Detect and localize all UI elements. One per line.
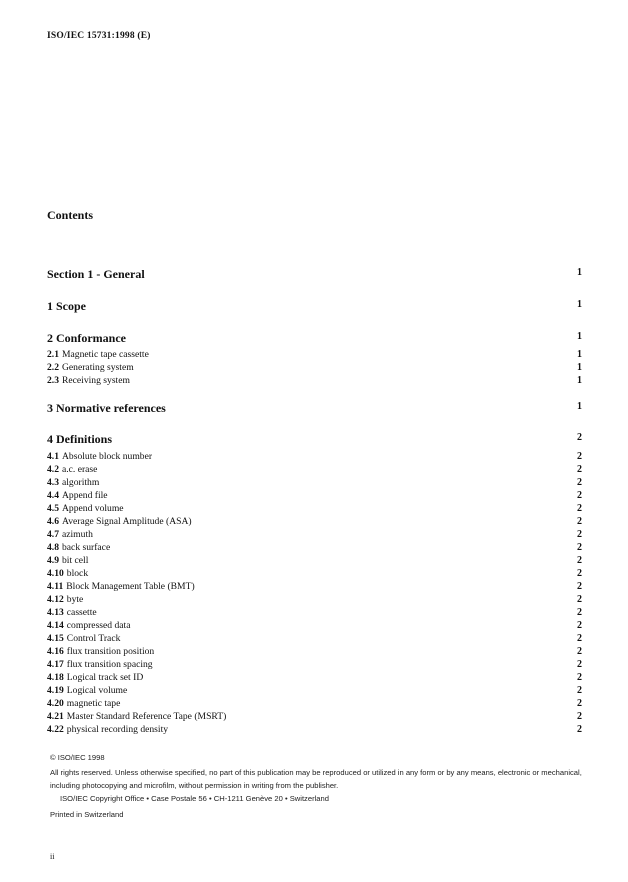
- toc-entry-title: Section 1 - General: [47, 267, 145, 281]
- toc-entry-number: 4.2: [47, 464, 59, 475]
- toc-entry-title: Absolute block number: [62, 451, 153, 462]
- toc-entry-title: flux transition position: [66, 646, 155, 657]
- toc-entry-title: Control Track: [66, 633, 121, 644]
- toc-entry-number: 4.3: [47, 477, 59, 488]
- toc-entry: [47, 299, 582, 314]
- toc-entry-text: [47, 331, 126, 346]
- printed-in-line: Printed in Switzerland: [50, 810, 124, 819]
- toc-entry-number: 4.9: [47, 555, 59, 566]
- toc-entry: [47, 711, 582, 722]
- toc-entry-number: 4.17: [47, 659, 64, 670]
- toc-entry-text: [47, 698, 120, 709]
- toc-entry-text: [47, 711, 226, 722]
- toc-entry-number: 4.19: [47, 685, 64, 696]
- toc-entry-page: 2: [577, 607, 582, 618]
- toc-entry-title: flux transition spacing: [66, 659, 153, 670]
- toc-entry: [47, 659, 582, 670]
- toc-entry-title: Master Standard Reference Tape (MSRT): [66, 711, 227, 722]
- toc-entry-page: 2: [577, 620, 582, 631]
- toc-entry-number: 4.11: [47, 581, 64, 592]
- toc-entry-title: 1 Scope: [47, 299, 86, 313]
- toc-entry-title: Logical volume: [66, 685, 128, 696]
- toc-entry-text: [47, 503, 124, 514]
- toc-entry-page: 1: [577, 401, 582, 412]
- toc-entry-title: a.c. erase: [62, 464, 98, 475]
- toc-entry-text: [47, 542, 110, 553]
- toc-entry-title: byte: [66, 594, 84, 605]
- toc-entry: [47, 607, 582, 618]
- contents-title: Contents: [47, 208, 94, 222]
- toc-entry-text: [47, 555, 88, 566]
- toc-entry-page: 2: [577, 594, 582, 605]
- toc-entry: [47, 594, 582, 605]
- toc-entry-number: 4.12: [47, 594, 64, 605]
- toc-entry-number: 4.22: [47, 724, 64, 735]
- toc-entry-page: 2: [577, 477, 582, 488]
- toc-entry-page: 1: [577, 375, 582, 386]
- toc-entry: [47, 362, 582, 373]
- toc-entry-page: 2: [577, 451, 582, 462]
- toc-entry: [47, 529, 582, 540]
- toc-entry-number: 4.4: [47, 490, 59, 501]
- toc-entry-text: [47, 516, 192, 527]
- toc-entry-number: 4.21: [47, 711, 64, 722]
- toc-entry-title: Generating system: [62, 362, 134, 373]
- toc-entry-text: [47, 607, 97, 618]
- toc-entry-number: 4.8: [47, 542, 59, 553]
- toc-entry: [47, 672, 582, 683]
- toc-entry-text: [47, 685, 127, 696]
- toc-entry-text: [47, 375, 130, 386]
- toc-entry-text: [47, 349, 149, 360]
- toc-entry-page: 1: [577, 349, 582, 360]
- toc-entry-page: 2: [577, 633, 582, 644]
- toc-entry-text: [47, 594, 83, 605]
- toc-entry-page: 2: [577, 672, 582, 683]
- toc-entry-title: Magnetic tape cassette: [62, 349, 149, 360]
- toc-entry-title: Average Signal Amplitude (ASA): [62, 516, 192, 527]
- toc-entry: [47, 581, 582, 592]
- toc-entry-title: cassette: [66, 607, 97, 618]
- toc-entry-page: 2: [577, 555, 582, 566]
- toc-entry: [47, 555, 582, 566]
- toc-entry-page: 2: [577, 724, 582, 735]
- toc-entry-title: compressed data: [66, 620, 131, 631]
- toc-entry-number: 4.10: [47, 568, 64, 579]
- toc-entry-text: [47, 477, 99, 488]
- toc-entry-number: 4.7: [47, 529, 59, 540]
- toc-entry: [47, 542, 582, 553]
- toc-entry-page: 2: [577, 516, 582, 527]
- toc-entry-number: 4.13: [47, 607, 64, 618]
- toc-entry-text: [47, 659, 153, 670]
- toc-entry-text: [47, 672, 143, 683]
- toc-entry-number: 4.14: [47, 620, 64, 631]
- toc-entry-text: [47, 633, 120, 644]
- toc-entry-title: Receiving system: [62, 375, 130, 386]
- toc-entry-page: 1: [577, 331, 582, 342]
- toc-entry-page: 2: [577, 568, 582, 579]
- toc-entry-title: 3 Normative references: [47, 401, 166, 415]
- toc-entry-page: 1: [577, 362, 582, 373]
- toc-entry-page: 2: [577, 432, 582, 443]
- toc-entry-title: Append volume: [62, 503, 124, 514]
- toc-entry-title: Block Management Table (BMT): [66, 581, 195, 592]
- toc-entry-page: 1: [577, 299, 582, 310]
- toc-entry: [47, 451, 582, 462]
- toc-entry-text: [47, 620, 130, 631]
- copyright-line: © ISO/IEC 1998: [50, 753, 105, 762]
- rights-statement: All rights reserved. Unless otherwise specified, no part of this publication may be reproduced or utilized in any form or by any means, electronic or mechanical, including photocopying and microfilm, without permission in writing from the publisher.: [50, 768, 582, 790]
- toc-entry-text: [47, 362, 134, 373]
- copyright-office-address: ISO/IEC Copyright Office • Case Postale 56 • CH-1211 Genève 20 • Switzerland: [60, 794, 329, 803]
- toc-entry-page: 2: [577, 542, 582, 553]
- toc-entry-title: back surface: [62, 542, 111, 553]
- toc-entry: [47, 633, 582, 644]
- page-number: ii: [50, 852, 55, 861]
- document-id-header: ISO/IEC 15731:1998 (E): [47, 31, 151, 41]
- toc-entry-page: 2: [577, 698, 582, 709]
- toc-entry-text: [47, 529, 93, 540]
- toc-entry-text: [47, 646, 154, 657]
- toc-entry: [47, 503, 582, 514]
- toc-entry: [47, 568, 582, 579]
- toc-entry-title: algorithm: [62, 477, 100, 488]
- toc-entry-text: [47, 568, 88, 579]
- toc-entry-title: Logical track set ID: [66, 672, 144, 683]
- toc-entry: [47, 685, 582, 696]
- toc-entry-text: [47, 464, 97, 475]
- toc-entry-page: 2: [577, 464, 582, 475]
- toc-entry-page: 2: [577, 685, 582, 696]
- toc-entry: [47, 698, 582, 709]
- toc-entry-number: 4.6: [47, 516, 59, 527]
- toc-entry-title: Append file: [62, 490, 108, 501]
- toc-entry: [47, 432, 582, 447]
- toc-entry: [47, 516, 582, 527]
- toc-entry-page: 2: [577, 711, 582, 722]
- toc-entry-text: [47, 432, 112, 447]
- toc-entry: [47, 477, 582, 488]
- toc-entry-page: 2: [577, 581, 582, 592]
- toc-entry-title: physical recording density: [66, 724, 169, 735]
- toc-entry: [47, 401, 582, 416]
- toc-entry-number: 4.20: [47, 698, 64, 709]
- toc-entry-text: [47, 581, 195, 592]
- toc-entry-number: 2.3: [47, 375, 59, 386]
- toc-entry: [47, 349, 582, 360]
- toc-entry-title: 4 Definitions: [47, 432, 113, 446]
- toc-entry-number: 4.16: [47, 646, 64, 657]
- toc-entry-title: 2 Conformance: [47, 331, 126, 345]
- toc-entry-text: [47, 267, 145, 282]
- toc-entry: [47, 490, 582, 501]
- toc-entry-number: 2.1: [47, 349, 59, 360]
- toc-entry-page: 2: [577, 659, 582, 670]
- toc-entry-text: [47, 490, 108, 501]
- toc-entry-text: [47, 299, 86, 314]
- toc-entry-number: 4.18: [47, 672, 64, 683]
- toc-entry-number: 4.1: [47, 451, 59, 462]
- toc-entry-page: 2: [577, 503, 582, 514]
- toc-entry-page: 2: [577, 529, 582, 540]
- toc-entry-title: block: [66, 568, 89, 579]
- toc-entry-page: 2: [577, 646, 582, 657]
- toc-entry: [47, 620, 582, 631]
- toc-entry-page: 1: [577, 267, 582, 278]
- toc-entry: [47, 331, 582, 346]
- toc-entry-text: [47, 451, 152, 462]
- toc-entry-number: 4.15: [47, 633, 64, 644]
- toc-entry-title: azimuth: [62, 529, 93, 540]
- toc-entry-text: [47, 724, 168, 735]
- toc-entry-title: magnetic tape: [66, 698, 121, 709]
- toc-entry: [47, 724, 582, 735]
- toc-entry-number: 2.2: [47, 362, 59, 373]
- toc-entry: [47, 375, 582, 386]
- toc-entry: [47, 267, 582, 282]
- toc-entry-text: [47, 401, 166, 416]
- toc-entry: [47, 464, 582, 475]
- toc-entry-number: 4.5: [47, 503, 59, 514]
- toc-entry: [47, 646, 582, 657]
- toc-entry-title: bit cell: [62, 555, 89, 566]
- toc-entry-page: 2: [577, 490, 582, 501]
